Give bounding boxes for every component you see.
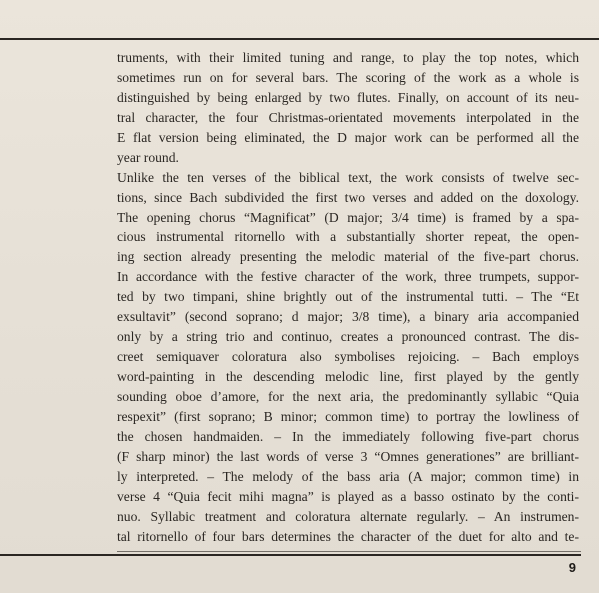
text-line: E flat version being eliminated, the D major work can be performed all the — [117, 129, 579, 145]
text-line: year round. — [117, 149, 179, 165]
text-line: distinguished by being enlarged by two flutes. Finally, on account of its neu- — [117, 89, 579, 105]
text-line: nuo. Syllabic treatment and coloratura alternate regularly. – An instrumen- — [117, 508, 579, 524]
text-line: tal ritornello of four bars determines the character of the duet for alto and te- — [117, 528, 579, 544]
text-line: sounding oboe d’amore, for the next aria, the predominantly syllabic “Quia — [117, 388, 579, 404]
text-line: tions, since Bach subdivided the first two verses and added on the doxology. — [117, 189, 579, 205]
text-line: the chosen handmaiden. – In the immediately following five-part chorus — [117, 428, 579, 444]
body-text — [117, 48, 579, 548]
text-line: ing section already presenting the melodic material of the five-part chorus. — [117, 249, 579, 265]
text-line: tral character, the four Christmas-orientated movements interpolated in the — [117, 109, 579, 125]
text-line: creet semiquaver coloratura also symbolises rejoicing. – Bach employs — [117, 349, 579, 365]
page-number: 9 — [568, 560, 576, 575]
text-line: ly interpreted. – The melody of the bass aria (A major; common time) in — [117, 468, 579, 484]
text-line: only by a string trio and continuo, creates a pronounced contrast. The dis- — [117, 329, 579, 345]
text-line: sometimes run on for several bars. The scoring of the work as a whole is — [117, 69, 579, 85]
text-line: ted by two timpani, shine brightly out of the instrumental tutti. – The “Et — [117, 289, 579, 305]
text-line — [117, 546, 579, 548]
text-line: cious instrumental ritornello with a substantially shorter repeat, the open- — [117, 229, 579, 245]
text-line: The opening chorus “Magnificat” (D major; 3/4 time) is framed by a spa- — [117, 209, 579, 225]
top-rule — [0, 38, 599, 40]
text-line: respexit” (first soprano; B minor; common time) to portray the lowliness of — [117, 408, 579, 424]
text-line: verse 4 “Quia fecit mihi magna” is played as a basso ostinato by the conti- — [117, 488, 579, 504]
text-line: (F sharp minor) the last words of verse 3 “Omnes generationes” are brilliant- — [117, 448, 579, 464]
text-line: In accordance with the festive character of the work, three trumpets, suppor- — [117, 269, 579, 285]
bottom-rule-thin — [117, 551, 581, 552]
text-line: word-painting in the descending melodic line, first played by the gently — [117, 369, 579, 384]
text-line: truments, with their limited tuning and range, to play the top notes, which — [117, 50, 579, 65]
text-line: exsultavit” (second soprano; d major; 3/8 time), a binary aria accompanied — [117, 309, 579, 325]
bottom-rule — [0, 554, 581, 556]
text-line: Unlike the ten verses of the biblical text, the work consists of twelve sec- — [117, 169, 579, 185]
